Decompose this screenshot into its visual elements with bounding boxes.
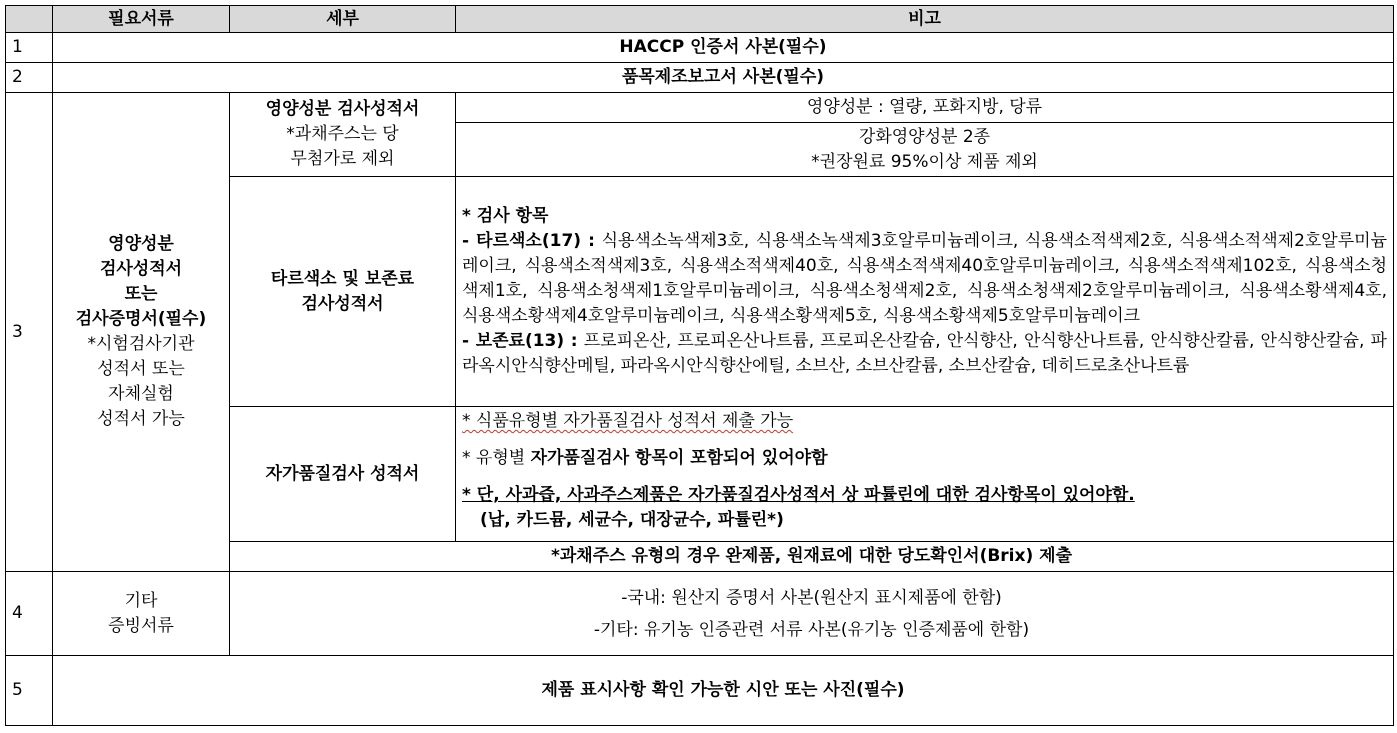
label-proof-text: 제품 표시사항 확인 가능한 시안 또는 사진(필수) — [53, 656, 1394, 726]
test-items-heading: * 검사 항목 — [462, 206, 549, 226]
header-no — [6, 6, 53, 33]
haccp-cert-text: HACCP 인증서 사본(필수) — [53, 33, 1394, 63]
self-note-line3: * 단, 사과즙, 사과주스제품은 자가품질검사성적서 상 파튤린에 대한 검사항목이 있어야함. — [462, 485, 1135, 505]
other-docs-note — [230, 572, 1394, 656]
doc-title-line: 검사성적서 — [99, 259, 183, 279]
header-note: 비고 — [456, 6, 1394, 33]
brix-note: *과채주스 유형의 경우 완제품, 원재료에 대한 당도확인서(Brix) 제출 — [230, 542, 1394, 572]
nutrition-note-a: 영양성분 : 열량, 포화지방, 당류 — [456, 93, 1394, 123]
product-report-text: 품목제조보고서 사본(필수) — [53, 63, 1394, 93]
requirements-table — [5, 5, 1394, 726]
nutrition-doc-cell — [53, 93, 230, 572]
exclusion-text: *권장원료 95%이상 제품 제외 — [811, 151, 1038, 172]
tar-items: 식용색소녹색제3호, 식용색소녹색제3호알루미늄레이크, 식용색소적색제2호, 식용색소적색제2호알루미늄레이크, 식용색소적색제3호, 식용색소적색제40호, 식용색소적색제40호알루미늄레이크, 식용색소적색제102호, 식용색소청색제1호, 식용색소청색제1호알루미늄레이크, 식용색소청색제2호, 식용색소청색제2호알루미늄레이크, 식용색소황색제4호, 식용색소황색제4호알루미늄레이크, 식용색소황색제5호, 식용색소황색제5호알루미늄레이크 — [462, 231, 1387, 326]
tar-note-cell — [456, 177, 1394, 407]
doc-note-line: 자체실험 — [108, 384, 174, 404]
other-note: -기타: 유기농 인증관련 서류 사본(유기농 인증제품에 한함) — [593, 619, 1030, 640]
row-number: 3 — [6, 93, 53, 572]
doc-note-line: *시험검사기관 — [87, 334, 195, 354]
self-note-line2-prefix: * 유형별 — [462, 448, 531, 468]
other-doc-title: 증빙서류 — [108, 615, 174, 636]
self-detail-title: 자가품질검사 성적서 — [230, 407, 456, 542]
table-row-5 — [6, 656, 1394, 726]
self-note-cell — [456, 407, 1394, 542]
preservative-paragraph — [462, 329, 1387, 379]
fortified-nutrients-text: 강화영양성분 2종 — [858, 126, 991, 147]
row-number: 2 — [6, 63, 53, 93]
self-note-line4: (납, 카드뮴, 세균수, 대장균수, 파튤린*) — [480, 510, 784, 530]
tar-detail-title: 검사성적서 — [301, 293, 384, 314]
doc-title-line: 영양성분 — [108, 234, 174, 254]
nutrition-detail-title: 영양성분 검사성적서 — [265, 99, 420, 119]
domestic-note: -국내: 원산지 증명서 사본(원산지 표시제품에 한함) — [621, 587, 1002, 608]
nutrition-detail-note: 무첨가로 제외 — [290, 149, 395, 169]
nutrition-detail-cell — [230, 93, 456, 177]
row-number: 1 — [6, 33, 53, 63]
self-note-line2-bold: 자가품질검사 항목이 포함되어 있어야함 — [530, 448, 828, 468]
self-note-line1: * 식품유형별 자가품질검사 성적서 제출 가능 — [462, 411, 794, 431]
table-row-4 — [6, 572, 1394, 656]
table-row-3 — [6, 93, 1394, 123]
tar-label: - 타르색소(17) : — [462, 231, 595, 251]
header-detail: 세부 — [230, 6, 456, 33]
preservative-label: - 보존료(13) : — [462, 331, 578, 351]
tar-detail-cell — [230, 177, 456, 407]
doc-title-line: 검사증명서(필수) — [75, 309, 207, 329]
self-note-line2 — [462, 446, 1387, 471]
tar-detail-title: 타르색소 및 보존료 — [270, 268, 415, 289]
row-number: 4 — [6, 572, 53, 656]
table-row-2 — [6, 63, 1394, 93]
other-doc-title: 기타 — [124, 590, 158, 611]
nutrition-note-b — [456, 123, 1394, 177]
row-number: 5 — [6, 656, 53, 726]
header-row — [6, 6, 1394, 33]
doc-note-line: 성적서 또는 — [97, 359, 185, 379]
tar-color-paragraph — [462, 229, 1387, 329]
other-docs-cell — [53, 572, 230, 656]
nutrition-detail-note: *과채주스는 당 — [286, 124, 399, 144]
doc-note-line: 성적서 가능 — [97, 409, 185, 429]
table-row-1 — [6, 33, 1394, 63]
header-docs: 필요서류 — [53, 6, 230, 33]
preservative-items: 프로피온산, 프로피온산나트륨, 프로피온산칼슘, 안식향산, 안식향산나트륨, 안식향산칼륨, 안식향산칼슘, 파라옥시안식향산메틸, 파라옥시안식향산에틸, 소브산, 소브산칼륨, 소브산칼슘, 데히드로초산나트륨 — [462, 331, 1387, 376]
doc-title-line: 또는 — [124, 284, 158, 304]
